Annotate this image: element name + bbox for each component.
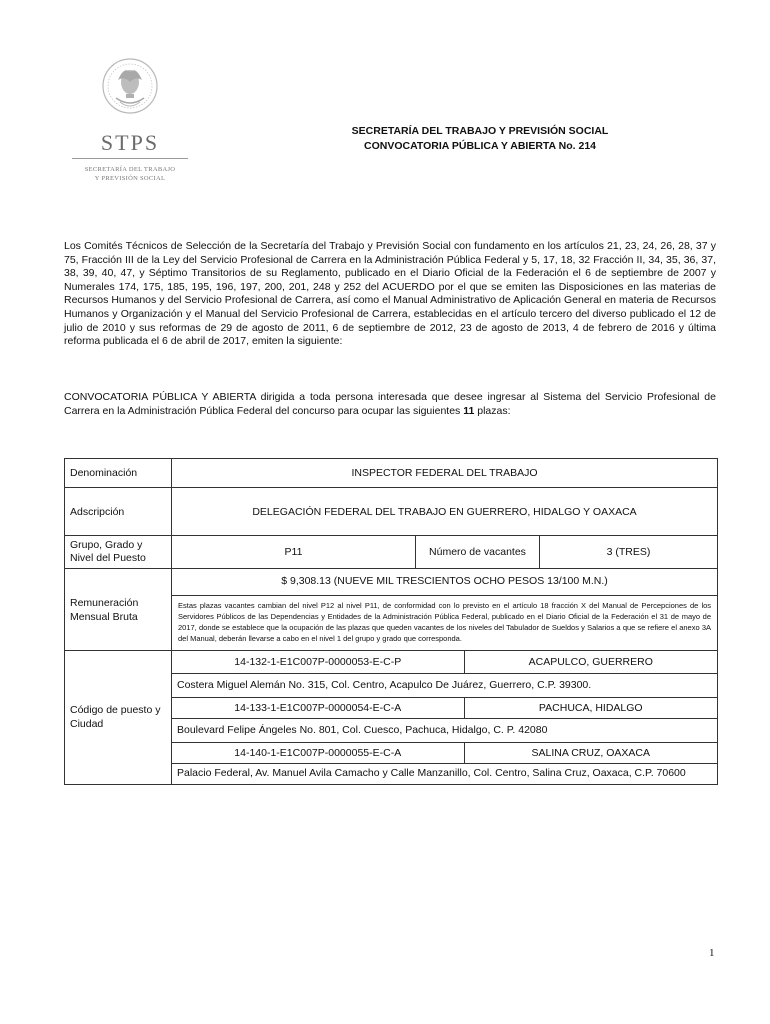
- remuneracion-note: Estas plazas vacantes cambian del nivel P12 al nivel P11, de conformidad con lo previsto en el artículo 18 fracción X del Manual de Percepciones de los Servidores Públicos de las Dependencias y Entidades de la Administración Pública Federal, publicado en el Diario Oficial de la Federación el 31 de mayo de 2017, donde se establece que la ocupación de las plazas que queden vacantes de los niveles del Tabulador de Sueldos y Salarios a que se refiere el anexo 3A del Manual, deberán llevarse a cabo en el nivel 1 del grupo y grado que corresponda.: [178, 601, 712, 643]
- position-code: 14-132-1-E1C007P-0000053-E-C-P: [172, 651, 464, 673]
- intro-paragraph: Los Comités Técnicos de Selección de la Secretaría del Trabajo y Previsión Social con fundamento en los artículos 21, 23, 24, 26, 28, 37 y 75, Fracción III de la Ley del Servicio Profesional de Carrera en la Administración Pública Federal y 5, 17, 18, 32 Fracción II, 34, 35, 36, 37, 38, 39, 40, 47, y Séptimo Transitorios de su Reglamento, publicado en el Diario Oficial de la Federación el 6 de septiembre de 2007 y Numerales 174, 175, 185, 195, 196, 197, 200, 201, 248 y 252 del ACUERDO por el que se emiten las Disposiciones en las materias de Recursos Humanos y del Servicio Profesional de Carrera, así como el Manual Administrativo de Aplicación General en materia de Recursos Humanos y Organización y el Manual del Servicio Profesional de Carrera, establecidas en el artículo tercero del diverso publicado el 12 de julio de 2010 y sus reformas de 29 de agosto de 2011, 6 de septiembre de 2012, 23 de agosto de 2013, 4 de febrero de 2016 y última reforma publicada el 6 de abril de 2017, emiten la siguiente:: [64, 240, 716, 348]
- convocatoria-text-after: plazas:: [474, 404, 511, 417]
- position-address-row: [172, 673, 717, 697]
- position-code-row: [172, 651, 717, 673]
- logo-divider: [72, 158, 188, 159]
- remuneracion-label: Remuneración Mensual Bruta: [65, 569, 172, 651]
- coat-of-arms-icon: [100, 52, 160, 124]
- plazas-count: 11: [463, 404, 475, 417]
- position-city: ACAPULCO, GUERRERO: [464, 651, 717, 673]
- row-remuneracion: [65, 569, 718, 651]
- denominacion-value: INSPECTOR FEDERAL DEL TRABAJO: [172, 459, 718, 488]
- vacantes-value: 3 (TRES): [540, 536, 718, 569]
- denominacion-label: Denominación: [65, 459, 172, 488]
- row-denominacion: [65, 459, 718, 488]
- position-address: Palacio Federal, Av. Manuel Avila Camacho y Calle Manzanillo, Col. Centro, Salina Cruz, Oaxaca, C.P. 70600: [172, 763, 717, 784]
- stps-logo: [72, 52, 188, 192]
- position-address-row: [172, 763, 717, 784]
- logo-org-name: STPS: [100, 130, 160, 155]
- grupo-value: P11: [172, 536, 416, 569]
- positions-table: [172, 651, 717, 784]
- row-grupo: [65, 536, 718, 569]
- adscripcion-label: Adscripción: [65, 488, 172, 536]
- remuneracion-value: $ 9,308.13 (NUEVE MIL TRESCIENTOS OCHO PESOS 13/100 M.N.): [172, 569, 717, 596]
- position-city: PACHUCA, HIDALGO: [464, 697, 717, 718]
- vacancy-table: [64, 458, 718, 785]
- convocatoria-paragraph: [64, 391, 716, 418]
- codigo-label: Código de puesto y Ciudad: [65, 651, 172, 785]
- position-code-row: [172, 742, 717, 763]
- position-address-row: [172, 718, 717, 742]
- position-code-row: [172, 697, 717, 718]
- document-heading: [300, 124, 660, 154]
- position-city: SALINA CRUZ, OAXACA: [464, 742, 717, 763]
- grupo-label: Grupo, Grado y Nivel del Puesto: [65, 536, 172, 569]
- logo-subtitle-2: Y PREVISIÓN SOCIAL: [94, 175, 166, 182]
- position-address: Boulevard Felipe Ángeles No. 801, Col. Cuesco, Pachuca, Hidalgo, C. P. 42080: [172, 718, 717, 742]
- logo-subtitle-1: SECRETARÍA DEL TRABAJO: [84, 166, 176, 173]
- heading-line-1: SECRETARÍA DEL TRABAJO Y PREVISIÓN SOCIAL: [351, 125, 609, 137]
- row-codigo: [65, 651, 718, 785]
- row-adscripcion: [65, 488, 718, 536]
- page-number: 1: [709, 947, 715, 959]
- heading-line-2: CONVOCATORIA PÚBLICA Y ABIERTA No. 214: [364, 140, 596, 152]
- convocatoria-text-before: CONVOCATORIA PÚBLICA Y ABIERTA dirigida a toda persona interesada que desee ingresar al Sistema del Servicio Profesional de Carrera en la Administración Pública Federal del concurso para ocupar las siguientes: [64, 391, 716, 417]
- position-code: 14-140-1-E1C007P-0000055-E-C-A: [172, 742, 464, 763]
- adscripcion-value: DELEGACIÓN FEDERAL DEL TRABAJO EN GUERRERO, HIDALGO Y OAXACA: [172, 488, 718, 536]
- position-address: Costera Miguel Alemán No. 315, Col. Centro, Acapulco De Juárez, Guerrero, C.P. 39300.: [172, 673, 717, 697]
- vacantes-label: Número de vacantes: [416, 536, 540, 569]
- position-code: 14-133-1-E1C007P-0000054-E-C-A: [172, 697, 464, 718]
